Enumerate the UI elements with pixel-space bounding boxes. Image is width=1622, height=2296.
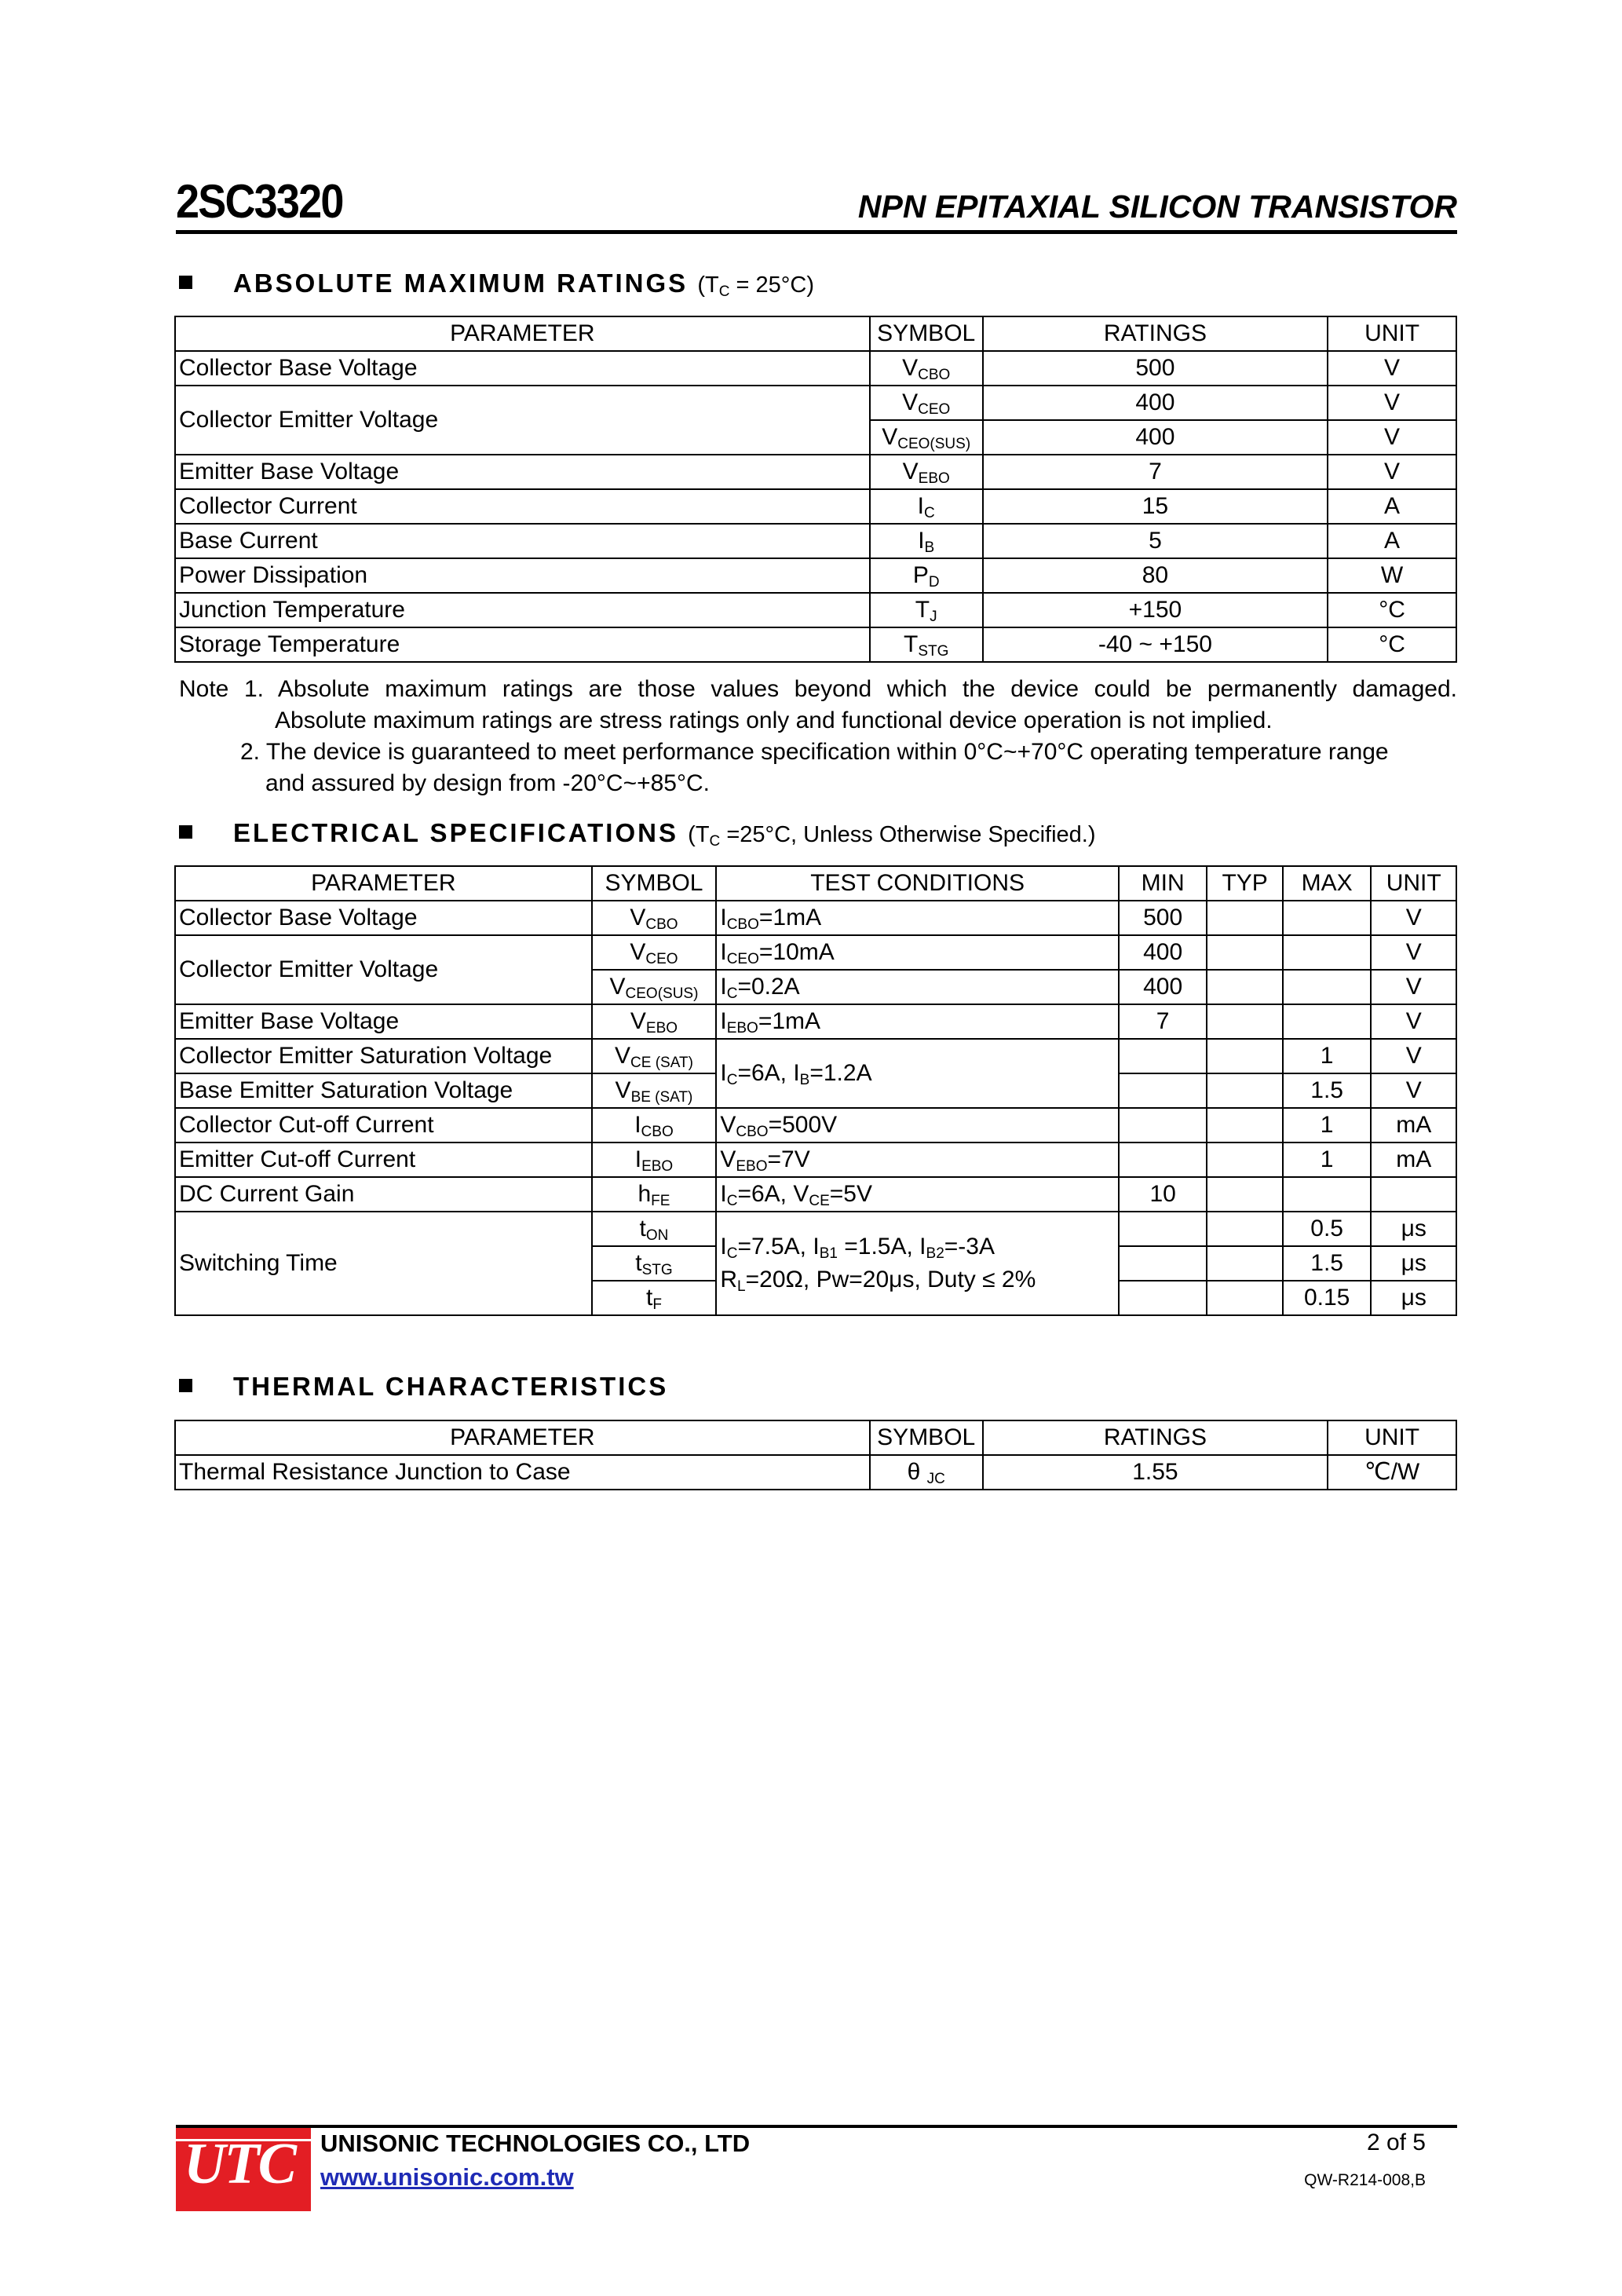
table-header-row [175, 866, 1456, 901]
param-cell: Collector Emitter Voltage [175, 386, 870, 455]
footer-rule [176, 2125, 1457, 2128]
test-condition-cell: $I_C=0.2A$ [716, 970, 1119, 1004]
param-cell: Collector Emitter Saturation Voltage [175, 1039, 592, 1073]
abs-max-heading [179, 269, 814, 298]
typ-cell [1207, 935, 1282, 970]
table-row [175, 455, 1456, 489]
param-cell: Emitter Base Voltage [175, 1004, 592, 1039]
max-cell: 1 [1283, 1143, 1372, 1177]
min-cell: 400 [1119, 935, 1207, 970]
typ-cell [1207, 1073, 1282, 1108]
column-header: PARAMETER [175, 316, 870, 351]
unit-cell: V [1371, 1073, 1456, 1108]
unit-cell: W [1328, 558, 1456, 593]
unit-cell: V [1371, 901, 1456, 935]
column-header: RATINGS [983, 1420, 1328, 1455]
min-cell: 500 [1119, 901, 1207, 935]
rating-cell: 80 [983, 558, 1328, 593]
param-cell: Collector Base Voltage [175, 901, 592, 935]
test-condition-cell: $I_{CEO}=10mA$ [716, 935, 1119, 970]
param-cell: Collector Base Voltage [175, 351, 870, 386]
max-cell: 1.5 [1283, 1246, 1372, 1281]
section-title: ELECTRICAL SPECIFICATIONS [233, 818, 678, 847]
typ-cell [1207, 901, 1282, 935]
unit-cell: ℃/W [1328, 1455, 1456, 1490]
unit-cell: V [1328, 455, 1456, 489]
table-row [175, 1108, 1456, 1143]
typ-cell [1207, 970, 1282, 1004]
symbol-cell: $h_{FE}$ [592, 1177, 717, 1212]
column-header: RATINGS [983, 316, 1328, 351]
symbol-cell: $T_J$ [870, 593, 983, 627]
document-number: QW-R214-008,B [1304, 2171, 1426, 2189]
max-cell [1283, 1004, 1372, 1039]
unit-cell: V [1328, 386, 1456, 420]
typ-cell [1207, 1212, 1282, 1246]
max-cell [1283, 970, 1372, 1004]
unit-cell [1371, 1177, 1456, 1212]
min-cell [1119, 1039, 1207, 1073]
symbol-cell: $V_{CEO(SUS)}$ [592, 970, 717, 1004]
table-row [175, 1004, 1456, 1039]
min-cell: 7 [1119, 1004, 1207, 1039]
symbol-cell: $I_{CBO}$ [592, 1108, 717, 1143]
symbol-cell: $V_{EBO}$ [870, 455, 983, 489]
utc-logo [176, 2128, 311, 2211]
table-row [175, 524, 1456, 558]
min-cell [1119, 1143, 1207, 1177]
symbol-cell: θ $_{JC}$ [870, 1455, 983, 1490]
unit-cell: V [1371, 970, 1456, 1004]
section-title: ABSOLUTE MAXIMUM RATINGS [233, 269, 689, 298]
rating-cell: 5 [983, 524, 1328, 558]
symbol-cell: $t_F$ [592, 1281, 717, 1315]
unit-cell: V [1328, 420, 1456, 455]
unit-cell: μs [1371, 1212, 1456, 1246]
table-header-row [175, 316, 1456, 351]
column-header: UNIT [1328, 1420, 1456, 1455]
column-header: TEST CONDITIONS [716, 866, 1119, 901]
elec-spec-table [174, 865, 1457, 1316]
unit-cell: A [1328, 489, 1456, 524]
unit-cell: V [1371, 1039, 1456, 1073]
max-cell: 1.5 [1283, 1073, 1372, 1108]
column-header: MIN [1119, 866, 1207, 901]
company-name: UNISONIC TECHNOLOGIES CO., LTD [320, 2130, 751, 2157]
column-header: SYMBOL [870, 1420, 983, 1455]
symbol-cell: $V_{BE (SAT)}$ [592, 1073, 717, 1108]
max-cell [1283, 935, 1372, 970]
table-row [175, 558, 1456, 593]
unit-cell: V [1371, 1004, 1456, 1039]
table-row [175, 935, 1456, 970]
symbol-cell: $V_{CEO}$ [870, 386, 983, 420]
rating-cell: 500 [983, 351, 1328, 386]
elec-spec-heading [179, 818, 1095, 848]
unit-cell: mA [1371, 1143, 1456, 1177]
table-row [175, 593, 1456, 627]
param-cell: Thermal Resistance Junction to Case [175, 1455, 870, 1490]
unit-cell: °C [1328, 593, 1456, 627]
max-cell [1283, 901, 1372, 935]
note-2: 2. The device is guaranteed to meet performance specification within 0°C~+70°C operating temperature range [240, 739, 1389, 765]
part-number: 2SC3320 [176, 175, 343, 228]
min-cell: 400 [1119, 970, 1207, 1004]
test-condition-cell: $I_{EBO}=1mA$ [716, 1004, 1119, 1039]
param-cell: Base Emitter Saturation Voltage [175, 1073, 592, 1108]
table-row [175, 1212, 1456, 1246]
unit-cell: V [1371, 935, 1456, 970]
unit-cell: μs [1371, 1281, 1456, 1315]
bullet-icon [179, 1379, 192, 1392]
table-row [175, 1143, 1456, 1177]
max-cell: 0.15 [1283, 1281, 1372, 1315]
param-cell: Switching Time [175, 1212, 592, 1315]
document-subtitle: NPN EPITAXIAL SILICON TRANSISTOR [857, 188, 1457, 225]
section-condition: ($T_C =25^\circ C$, Unless Otherwise Specified.) [688, 822, 1096, 850]
max-cell: 0.5 [1283, 1212, 1372, 1246]
page-number: 2 of 5 [1366, 2130, 1426, 2155]
rating-cell: 7 [983, 455, 1328, 489]
column-header: MAX [1283, 866, 1372, 901]
symbol-cell: $t_{STG}$ [592, 1246, 717, 1281]
section-condition: $(T_C = 25^\circ C)$ [697, 272, 814, 300]
symbol-cell: $I_C$ [870, 489, 983, 524]
test-condition-cell: $I_{CBO}=1mA$ [716, 901, 1119, 935]
test-condition-cell: $V_{EBO}=7V$ [716, 1143, 1119, 1177]
abs-max-table [174, 316, 1457, 663]
table-row [175, 1455, 1456, 1490]
max-cell: 1 [1283, 1108, 1372, 1143]
switching-condition-line-1: $I_C=7.5A$, $I_{B1} =1.5A$, $I_{B2}=-3A$ [720, 1234, 995, 1262]
switching-condition-line-2: $R_L=20\Omega$, Pw=20μs, Duty ≤ 2% [720, 1267, 1036, 1295]
min-cell [1119, 1246, 1207, 1281]
min-cell [1119, 1212, 1207, 1246]
table-row [175, 489, 1456, 524]
typ-cell [1207, 1281, 1282, 1315]
typ-cell [1207, 1039, 1282, 1073]
table-header-row [175, 1420, 1456, 1455]
param-cell: Emitter Base Voltage [175, 455, 870, 489]
param-cell: Collector Emitter Voltage [175, 935, 592, 1004]
rating-cell: -40 ~ +150 [983, 627, 1328, 662]
unit-cell: V [1328, 351, 1456, 386]
symbol-cell: $T_{STG}$ [870, 627, 983, 662]
note-2-cont: and assured by design from -20°C~+85°C. [265, 770, 710, 796]
column-header: UNIT [1328, 316, 1456, 351]
min-cell [1119, 1108, 1207, 1143]
symbol-cell: $I_{EBO}$ [592, 1143, 717, 1177]
column-header: SYMBOL [592, 866, 717, 901]
typ-cell [1207, 1108, 1282, 1143]
table-row [175, 627, 1456, 662]
param-cell: Storage Temperature [175, 627, 870, 662]
param-cell: Collector Current [175, 489, 870, 524]
symbol-cell: $V_{EBO}$ [592, 1004, 717, 1039]
test-condition-cell: $V_{CBO}=500V$ [716, 1108, 1119, 1143]
symbol-cell: $P_D$ [870, 558, 983, 593]
bullet-icon [179, 825, 192, 839]
max-cell: 1 [1283, 1039, 1372, 1073]
unit-cell: μs [1371, 1246, 1456, 1281]
min-cell: 10 [1119, 1177, 1207, 1212]
section-title: THERMAL CHARACTERISTICS [233, 1372, 669, 1401]
table-row [175, 386, 1456, 420]
max-cell [1283, 1177, 1372, 1212]
thermal-heading [179, 1372, 668, 1402]
table-row [175, 1039, 1456, 1073]
param-cell: Junction Temperature [175, 593, 870, 627]
column-header: SYMBOL [870, 316, 983, 351]
param-cell: Emitter Cut-off Current [175, 1143, 592, 1177]
rating-cell: 1.55 [983, 1455, 1328, 1490]
symbol-cell: $V_{CE (SAT)}$ [592, 1039, 717, 1073]
table-row [175, 1177, 1456, 1212]
logo-text: UTC [184, 2132, 295, 2196]
test-condition-cell [716, 1212, 1119, 1315]
website-link[interactable]: www.unisonic.com.tw [320, 2163, 574, 2191]
symbol-cell: $t_{ON}$ [592, 1212, 717, 1246]
typ-cell [1207, 1177, 1282, 1212]
rating-cell: +150 [983, 593, 1328, 627]
column-header: UNIT [1371, 866, 1456, 901]
note-1-cont: Absolute maximum ratings are stress ratings only and functional device operation is not implied. [275, 707, 1273, 733]
symbol-cell: $V_{CEO(SUS)}$ [870, 420, 983, 455]
header-rule [176, 230, 1457, 234]
symbol-cell: $V_{CEO}$ [592, 935, 717, 970]
min-cell [1119, 1281, 1207, 1315]
test-condition-cell: $I_C=6A$, $I_B=1.2A$ [716, 1039, 1119, 1108]
table-row [175, 351, 1456, 386]
note-1: Note 1. Absolute maximum ratings are those values beyond which the device could be permanently damaged. [179, 676, 1457, 702]
param-cell: Base Current [175, 524, 870, 558]
test-condition-cell: $I_C=6A$, $V_{CE}=5V$ [716, 1177, 1119, 1212]
column-header: PARAMETER [175, 1420, 870, 1455]
typ-cell [1207, 1143, 1282, 1177]
column-header: TYP [1207, 866, 1282, 901]
rating-cell: 15 [983, 489, 1328, 524]
param-cell: Collector Cut-off Current [175, 1108, 592, 1143]
unit-cell: mA [1371, 1108, 1456, 1143]
rating-cell: 400 [983, 386, 1328, 420]
param-cell: Power Dissipation [175, 558, 870, 593]
column-header: PARAMETER [175, 866, 592, 901]
rating-cell: 400 [983, 420, 1328, 455]
unit-cell: °C [1328, 627, 1456, 662]
symbol-cell: $I_B$ [870, 524, 983, 558]
table-row [175, 901, 1456, 935]
typ-cell [1207, 1246, 1282, 1281]
thermal-table [174, 1420, 1457, 1490]
param-cell: DC Current Gain [175, 1177, 592, 1212]
bullet-icon [179, 276, 192, 289]
min-cell [1119, 1073, 1207, 1108]
symbol-cell: $V_{CBO}$ [592, 901, 717, 935]
symbol-cell: $V_{CBO}$ [870, 351, 983, 386]
unit-cell: A [1328, 524, 1456, 558]
typ-cell [1207, 1004, 1282, 1039]
